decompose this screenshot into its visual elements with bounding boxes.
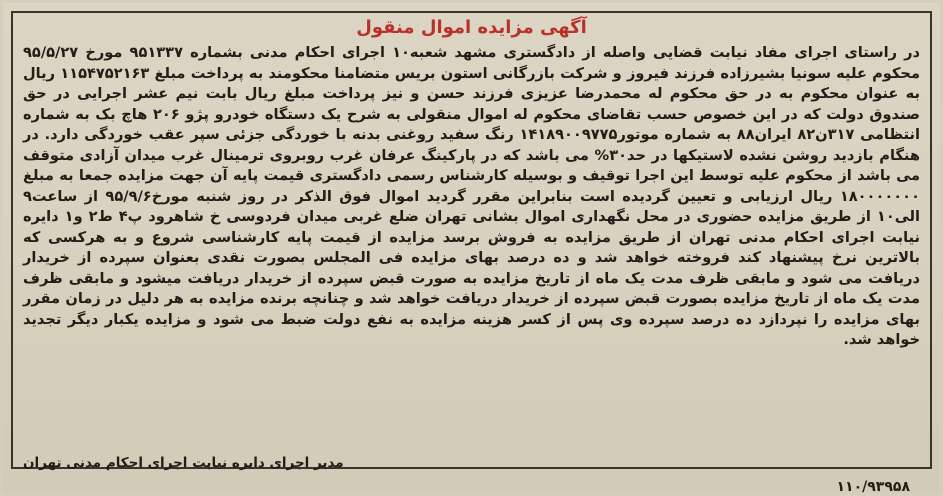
notice-title: آگهی مزایده اموال منقول <box>356 17 587 38</box>
notice-code: ۱۱۰/۹۳۹۵۸ <box>836 479 910 495</box>
newspaper-clipping <box>3 3 940 493</box>
notice-body: در راستای اجرای مفاد نیابت قضایی واصله از دادگستری مشهد شعبه۱۰ اجرای احکام مدنی بشماره ۹۵۱۳۳۷ مورخ ۹۵/۵/۲۷ محکوم علیه سونیا بشیرزاده فرزند فیروز و شرکت بازرگانی استون بریس متضامنا محکومند به پرداخت مبلغ ۱۱۵۴۷۵۲۱۶۳ ریال به عنوان محکوم به در حق محکوم له محمدرضا عزیزی فرزند حسن و نیز پرداخت مبلغ ریال بابت نیم عشر اجرایی در حق صندوق دولت که در این خصوص حسب تقاضای محکوم له اموال منقولی به شرح یک دستگاه خودرو پژو ۲۰۶ هاچ بک به شماره انتظامی ۳۱۷ن۸۲ ایران۸۸ به شماره موتور۱۴۱۸۹۰۰۹۷۷۵ رنگ سفید روغنی بدنه با خوردگی جزئی سپر عقب خوردگی دارد. در هنگام بازدید روشن نشده لاستیکها در حد۳۰% می باشد که در پارکینگ عرفان غرب روبروی ترمینال غرب میدان آزادی متوقف می باشد از محکوم علیه توسط این اجرا توقیف و بوسیله کارشناس رسمی دادگستری قیمت پایه آن جهت مزایده جمعا به مبلغ ۱۸۰۰۰۰۰۰۰ ریال ارزیابی و تعیین گردیده است بنابراین مقرر گردید اموال فوق الذکر در روز شنبه مورخ۹۵/۹/۶ از ساعت۹ الی۱۰ از طریق مزایده حضوری در محل نگهداری اموال بشانی تهران ضلع غربی میدان فردوسی خ شاهرود پ۴ ط۲ و۱ دایره نیابت اجرای احکام مدنی تهران از طریق مزایده به فروش برسد مزایده از قیمت پایه کارشناسی شروع و به هرکسی که بالاترین نرخ پیشنهاد کند فروخته خواهد شد و ده درصد بهای مزایده فی المجلس بصورت نقدی بعنوان سپرده از خریدار دریافت می شود و مابقی ظرف مدت یک ماه از تاریخ مزایده به صورت قبض سپرده از خریدار دریافت میشود و مابقی ظرف مدت یک ماه از تاریخ مزایده بصورت قبض سپرده از خریدار دریافت خواهد شد و چنانچه برنده مزایده به هر دلیل در زمان مقرر بهای مزایده را نپردازد ده درصد سپرده وی پس از کسر هزینه مزایده به نفع دولت ضبط می شود و مزایده یکبار دیگر تجدید خواهد شد. <box>23 44 921 348</box>
notice-signature: مدیر اجرای دایره نیابت اجرای احکام مدنی تهران <box>23 455 344 471</box>
